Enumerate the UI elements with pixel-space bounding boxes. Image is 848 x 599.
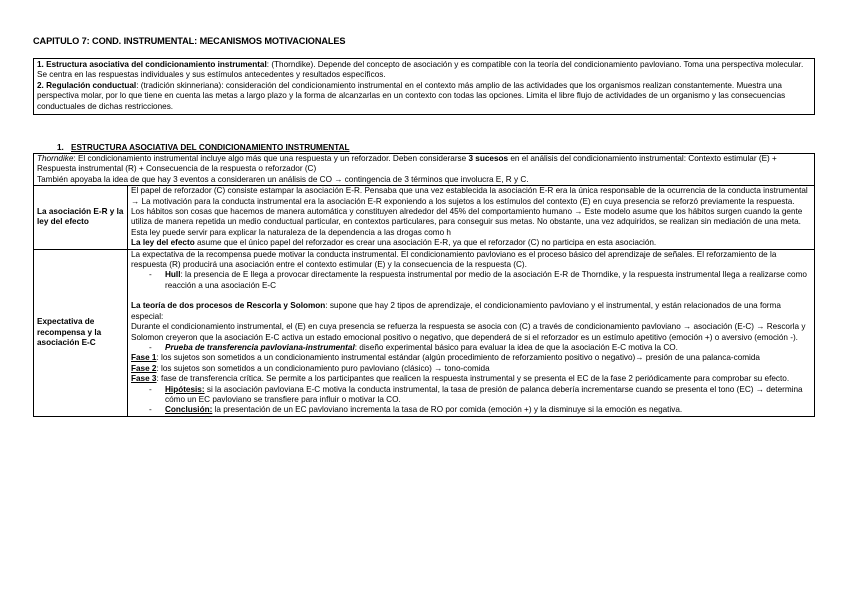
table-header-cell — [34, 154, 815, 186]
row1-paragraph-4 — [131, 238, 811, 248]
bullet-dash: - — [149, 342, 152, 352]
transfer-test-bullet — [131, 343, 811, 353]
transfer-test-title: Prueba de transferencia pavloviana-instrumental — [165, 342, 355, 352]
bullet-dash: - — [149, 405, 152, 415]
phase-2-label: Fase 2 — [131, 363, 157, 373]
intro-p2-heading: 2. Regulación conductual — [37, 80, 137, 90]
row2-paragraph-1: La expectativa de la recompensa puede motivar la conducta instrumental. El condicionamiento pavloviano es el proceso básico del aprendizaje de señales. El reforzamiento de la respuesta (R) producirá una asociación entre el contexto estimular (E) y la consecuencia de la respuesta (C). — [131, 249, 777, 270]
phase-3-label: Fase 3 — [131, 374, 157, 384]
row1-paragraph-2: Los hábitos son cosas que hacemos de manera automática y constituyen alrededor del 45% del comportamiento humano → Este modelo asume que los hábitos surgen cuando la gente utiliza de manera repetida un medio conductual particular, en contextos particulares, para conseguir sus metas. No obstante, una vez adquiridos, se realizan sin mediación de una meta. — [131, 207, 803, 227]
conclusion-text: la presentación de un EC pavloviano incrementa la tasa de RO por comida (emoción +) y la disminuye si la emoción es negativa. — [212, 405, 683, 415]
chapter-title: CAPITULO 7: COND. INSTRUMENTAL: MECANISMOS MOTIVACIONALES — [33, 36, 346, 46]
row1-label: La asociación E-R y la ley del efecto — [34, 186, 128, 249]
phase-3-text: : fase de transferencia crítica. Se permite a los participantes que realicen la respuesta instrumental y se presenta el EC de la fase 2 periódicamente para comprobar su efecto. — [156, 374, 790, 384]
intro-p1-heading: 1. Estructura asociativa del condicionamiento instrumental — [37, 60, 267, 69]
phase-1-label: Fase 1 — [131, 353, 157, 363]
header-author: Thorndike — [37, 154, 74, 163]
row2-paragraph-2 — [131, 301, 811, 322]
header-line-2: También apoyaba la idea de que hay 3 eventos a consideraren un análisis de CO → contingencia de 3 términos que involucra E, R y C. — [37, 174, 529, 184]
table-header-row — [34, 154, 815, 186]
phase-1 — [131, 353, 811, 363]
law-of-effect-text: asume que el único papel del reforzador es crear una asociación E-R, ya que el reforzador (C) no participa en esta asociación. — [194, 238, 657, 248]
row1-paragraph-3: Esta ley puede servir para explicar la naturaleza de la dependencia a las drogas como h — [131, 227, 451, 237]
hypothesis-text: si la asociación pavloviana E-C motiva la conducta instrumental, la tasa de presión de palanca debería incrementarse cuando se presenta el tono (EC) → determina cómo un EC pavloviano se transfiere para influir o motivar la CO. — [165, 384, 803, 404]
section-number: 1. — [57, 143, 64, 152]
phase-2-text: : los sujetos son sometidos a un condicionamiento puro pavloviano (clásico) → tono-comida — [156, 363, 490, 373]
conclusion-bullet — [131, 405, 811, 415]
law-of-effect-bold: La ley del efecto — [131, 238, 195, 248]
hypothesis-label: Hipótesis: — [165, 384, 205, 394]
hull-bold: Hull — [165, 270, 181, 280]
hypothesis-bullet — [131, 385, 811, 406]
table-row — [34, 249, 815, 416]
row1-paragraph-1: El papel de reforzador (C) consiste estampar la asociación E-R. Pensaba que una vez establecida la asociación E-R era la única responsable de la ocurrencia de la conducta instrumental → La motivación para la conducta instrumental era la asociación E-R exponiendo a los sujetos a los estímulos del contexto (E) en cuya presencia se reforzó previamente la respuesta. — [131, 186, 808, 206]
hull-bullet — [131, 270, 811, 291]
row2-paragraph-3: Durante el condicionamiento instrumental, el (E) en cuya presencia se refuerza la respuesta se asocia con (C) a través de condicionamiento pavloviano → asociación (E-C) → Rescorla y Solomon creyeron que la asociación E-C activa un estado emocional positivo o negativo, que dependerá de si el reforzador es un estímulo apetitivo (emoción +) o aversivo (emoción -). — [131, 322, 806, 342]
intro-p2-text: : (tradición skinneriana): consideración del condicionamiento instrumental en el contexto más amplio de las actividades que los organismos realizan constantemente. Muestra una perspectiva molar, por lo que tiene en cuenta las metas a largo plazo y la forma de alcanzarlas en un contexto con todas las opciones. Limita el libre flujo de actividades de un organismo y las consecuencias conductuales de dichas restricciones. — [37, 80, 786, 111]
phase-2 — [131, 364, 811, 374]
content-table — [33, 153, 815, 417]
transfer-test-text: : diseño experimental básico para evaluar la idea de que la asociación E-C motiva la CO. — [354, 342, 678, 352]
hull-text: : la presencia de E llega a provocar directamente la respuesta instrumental por medio de la asociación E-R de Thorndike, y la respuesta instrumental llega a realizarse como reacción a una asociación E-C — [165, 270, 807, 290]
header-text-b: en el análisis del condicionamiento instrumental: Contexto estimular (E) + Respuesta instrumental (R) + Consecuencia de la respuesta o reforzador (C) — [37, 154, 777, 174]
conclusion-label: Conclusión: — [165, 405, 213, 415]
intro-box — [33, 58, 815, 115]
header-text-a: : El condicionamiento instrumental incluye algo más que una respuesta y un reforzador. Deben considerarse — [73, 154, 469, 163]
section-title: ESTRUCTURA ASOCIATIVA DEL CONDICIONAMIENTO INSTRUMENTAL — [71, 143, 350, 152]
phase-3 — [131, 374, 811, 384]
intro-paragraph-1 — [37, 60, 811, 81]
header-bold: 3 sucesos — [468, 154, 509, 163]
two-process-bold: La teoría de dos procesos de Rescorla y Solomon — [131, 301, 326, 311]
intro-paragraph-2 — [37, 81, 811, 112]
header-line-1 — [37, 154, 811, 175]
two-process-text: : supone que hay 2 tipos de aprendizaje, el condicionamiento pavloviano y el instrumental, y están relacionados de una forma especial: — [131, 301, 781, 321]
intro-p1-text: : (Thorndike). Depende del concepto de asociación y es compatible con la teoría del condicionamiento pavloviano. Toma una perspectiva molecular. Se centra en las respuestas individuales y sus estímulos antecedentes y resultados específicos. — [37, 60, 804, 80]
row2-label: Expectativa de recompensa y la asociación E-C — [34, 249, 128, 416]
phase-1-text: : los sujetos son sometidos a un condicionamiento instrumental estándar (algún procedimiento de reforzamiento positivo o negativo)→ presión de una palanca-comida — [156, 353, 760, 363]
bullet-dash: - — [149, 384, 152, 394]
table-row — [34, 186, 815, 249]
bullet-dash: - — [149, 270, 152, 280]
section-heading — [57, 143, 350, 153]
spacer — [131, 291, 811, 301]
row2-content — [128, 249, 815, 416]
row1-content — [128, 186, 815, 249]
